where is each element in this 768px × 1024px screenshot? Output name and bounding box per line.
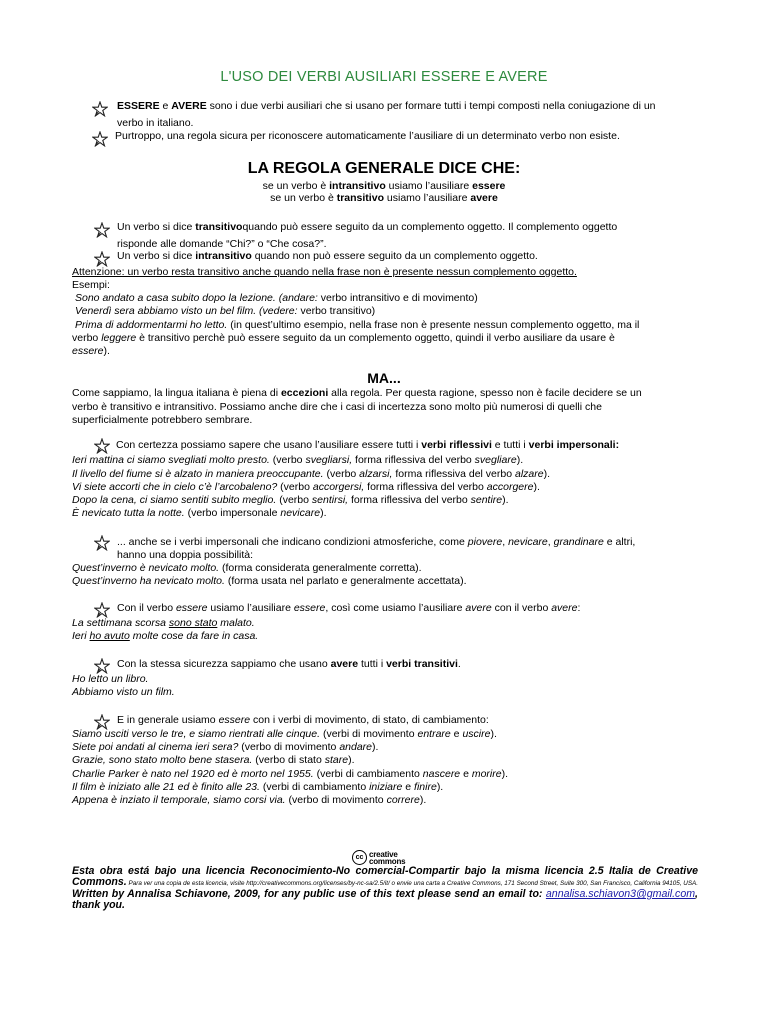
- examples-label: Esempi:: [72, 279, 110, 291]
- rule-line-1: se un verbo è intransitivo usiamo l’ausiliare essere: [262, 180, 506, 192]
- essere-avere-bullet: Con il verbo essere usiamo l’ausiliare essere, così come usiamo l’ausiliare avere con il verbo avere:: [117, 602, 581, 614]
- page-title: L'USO DEI VERBI AUSILIARI ESSERE E AVERE: [220, 69, 548, 85]
- example-line: Prima di addormentarmi ho letto. (in quest’ultimo esempio, nella frase non è presente nessun complemento oggetto, ma il: [75, 319, 640, 331]
- weather-example: Quest’inverno è nevicato molto. (forma considerata generalmente corretta).: [72, 562, 422, 574]
- ma-paragraph-line: superficialmente potrebbero sembrare.: [72, 414, 253, 426]
- ma-paragraph-line: verbo è transitivo e intransitivo. Possiamo anche dire che i casi di incertezza sono molto più numerosi di quelli che: [72, 401, 602, 413]
- attention-note: Attenzione: un verbo resta transitivo anche quando nella frase non è presente nessun complemento oggetto.: [72, 266, 577, 278]
- essere-avere-example: Ieri ho avuto molte cose da fare in casa.: [72, 630, 259, 642]
- weather-example: Quest’inverno ha nevicato molto. (forma usata nel parlato e generalmente accettata).: [72, 575, 467, 587]
- email-link[interactable]: annalisa.schiavon3@gmail.com: [545, 888, 696, 900]
- ma-heading: MA...: [367, 370, 401, 386]
- weather-bullet-cont: hanno una doppia possibilità:: [117, 549, 254, 561]
- essere-avere-example: La settimana scorsa sono stato malato.: [72, 617, 255, 629]
- star-icon: [94, 602, 110, 618]
- movement-example: Appena è inziato il temporale, siamo corsi via. (verbo di movimento correre).: [72, 794, 427, 806]
- reflexive-example: Vi siete accorti che in cielo c’è l’arcobaleno? (verbo accorgersi, forma riflessiva del verbo accorgere).: [72, 481, 540, 493]
- transitive-example: Abbiamo visto un film.: [72, 686, 175, 698]
- creative-commons-logo: [352, 850, 405, 865]
- reflexive-bullet: Con certezza possiamo sapere che usano l’ausiliare essere tutti i verbi riflessivi e tutti i verbi impersonali:: [116, 439, 620, 451]
- reflexive-example: Il livello del fiume si è alzato in maniera preoccupante. (verbo alzarsi, forma riflessiva del verbo alzare).: [72, 468, 551, 480]
- transitive-definition: Un verbo si dice transitivoquando può essere seguito da un complemento oggetto. Il complemento oggetto: [117, 221, 618, 233]
- example-line: Venerdì sera abbiamo visto un bel film. (vedere: verbo transitivo): [75, 305, 376, 317]
- movement-example: Il film è iniziato alle 21 ed è finito alle 23. (verbi di cambiamento iniziare e finire).: [72, 781, 444, 793]
- transitive-avere-bullet: Con la stessa sicurezza sappiamo che usano avere tutti i verbi transitivi.: [117, 658, 461, 670]
- rule-heading: LA REGOLA GENERALE DICE CHE:: [247, 160, 521, 177]
- star-icon: [92, 101, 108, 117]
- example-line: essere).: [72, 345, 110, 357]
- intro-bullet-1-cont: verbo in italiano.: [117, 117, 194, 129]
- movement-example: Charlie Parker è nato nel 1920 ed è morto nel 1955. (verbi di cambiamento nascere e morire).: [72, 768, 509, 780]
- star-icon: [94, 535, 110, 551]
- star-icon: [94, 438, 110, 454]
- intro-bullet-1: ESSERE e AVERE sono i due verbi ausiliari che si usano per formare tutti i tempi composti nella coniugazione di un: [117, 100, 656, 112]
- example-line: Sono andato a casa subito dopo la lezione. (andare: verbo intransitivo e di movimento): [75, 292, 478, 304]
- reflexive-example: Ieri mattina ci siamo svegliati molto presto. (verbo svegliarsi, forma riflessiva del verbo svegliare).: [72, 454, 524, 466]
- license-footer: Esta obra está bajo una licencia Reconocimiento-No comercial-Compartir bajo la misma licencia 2.5 Italia de Creative Commons. Para ver una copia de esta licencia, visite http://creativecommons.org/licenses/by-nc-sa/2.5/it/ o envie una carta a Creative Commons, 171 Second Street, Suite 300, San Francisco, California 94105, USA. Written by Annalisa Schiavone, 2009, for any public use of this text please send an email to: annalisa.schiavon3@gmail.com, thank you.: [72, 865, 698, 911]
- example-line: verbo leggere è transitivo perchè può essere seguito da un complemento oggetto, quindi il verbo ausiliare da usare è: [72, 332, 615, 344]
- weather-bullet: ... anche se i verbi impersonali che indicano condizioni atmosferiche, come piovere, nevicare, grandinare e altri,: [117, 536, 636, 548]
- movement-bullet: E in generale usiamo essere con i verbi di movimento, di stato, di cambiamento:: [117, 714, 489, 726]
- movement-example: Siamo usciti verso le tre, e siamo rientrati alle cinque. (verbi di movimento entrare e uscire).: [72, 728, 497, 740]
- star-icon: [94, 658, 110, 674]
- star-icon: [92, 131, 108, 147]
- ma-paragraph-line: Come sappiamo, la lingua italiana è piena di eccezioni alla regola. Per questa ragione, spesso non è facile decidere se un: [72, 387, 642, 399]
- movement-example: Siete poi andati al cinema ieri sera? (verbo di movimento andare).: [72, 741, 379, 753]
- star-icon: [94, 222, 110, 238]
- intro-bullet-2: Purtroppo, una regola sicura per riconoscere automaticamente l’ausiliare di un determinato verbo non esiste.: [115, 130, 620, 142]
- intransitive-definition: Un verbo si dice intransitivo quando non può essere seguito da un complemento oggetto.: [117, 250, 538, 262]
- movement-example: Grazie, sono stato molto bene stasera. (verbo di stato stare).: [72, 754, 355, 766]
- cc-icon: cc: [352, 850, 367, 865]
- transitive-example: Ho letto un libro.: [72, 673, 149, 685]
- rule-line-2: se un verbo è transitivo usiamo l’ausiliare avere: [270, 192, 498, 204]
- cc-wordmark: creative commons: [369, 849, 406, 866]
- reflexive-example: È nevicato tutta la notte. (verbo impersonale nevicare).: [72, 507, 327, 519]
- star-icon: [94, 251, 110, 267]
- transitive-definition-cont: risponde alle domande “Chi?” o “Che cosa?”.: [117, 238, 327, 250]
- reflexive-example: Dopo la cena, ci siamo sentiti subito meglio. (verbo sentirsi, forma riflessiva del verbo sentire).: [72, 494, 509, 506]
